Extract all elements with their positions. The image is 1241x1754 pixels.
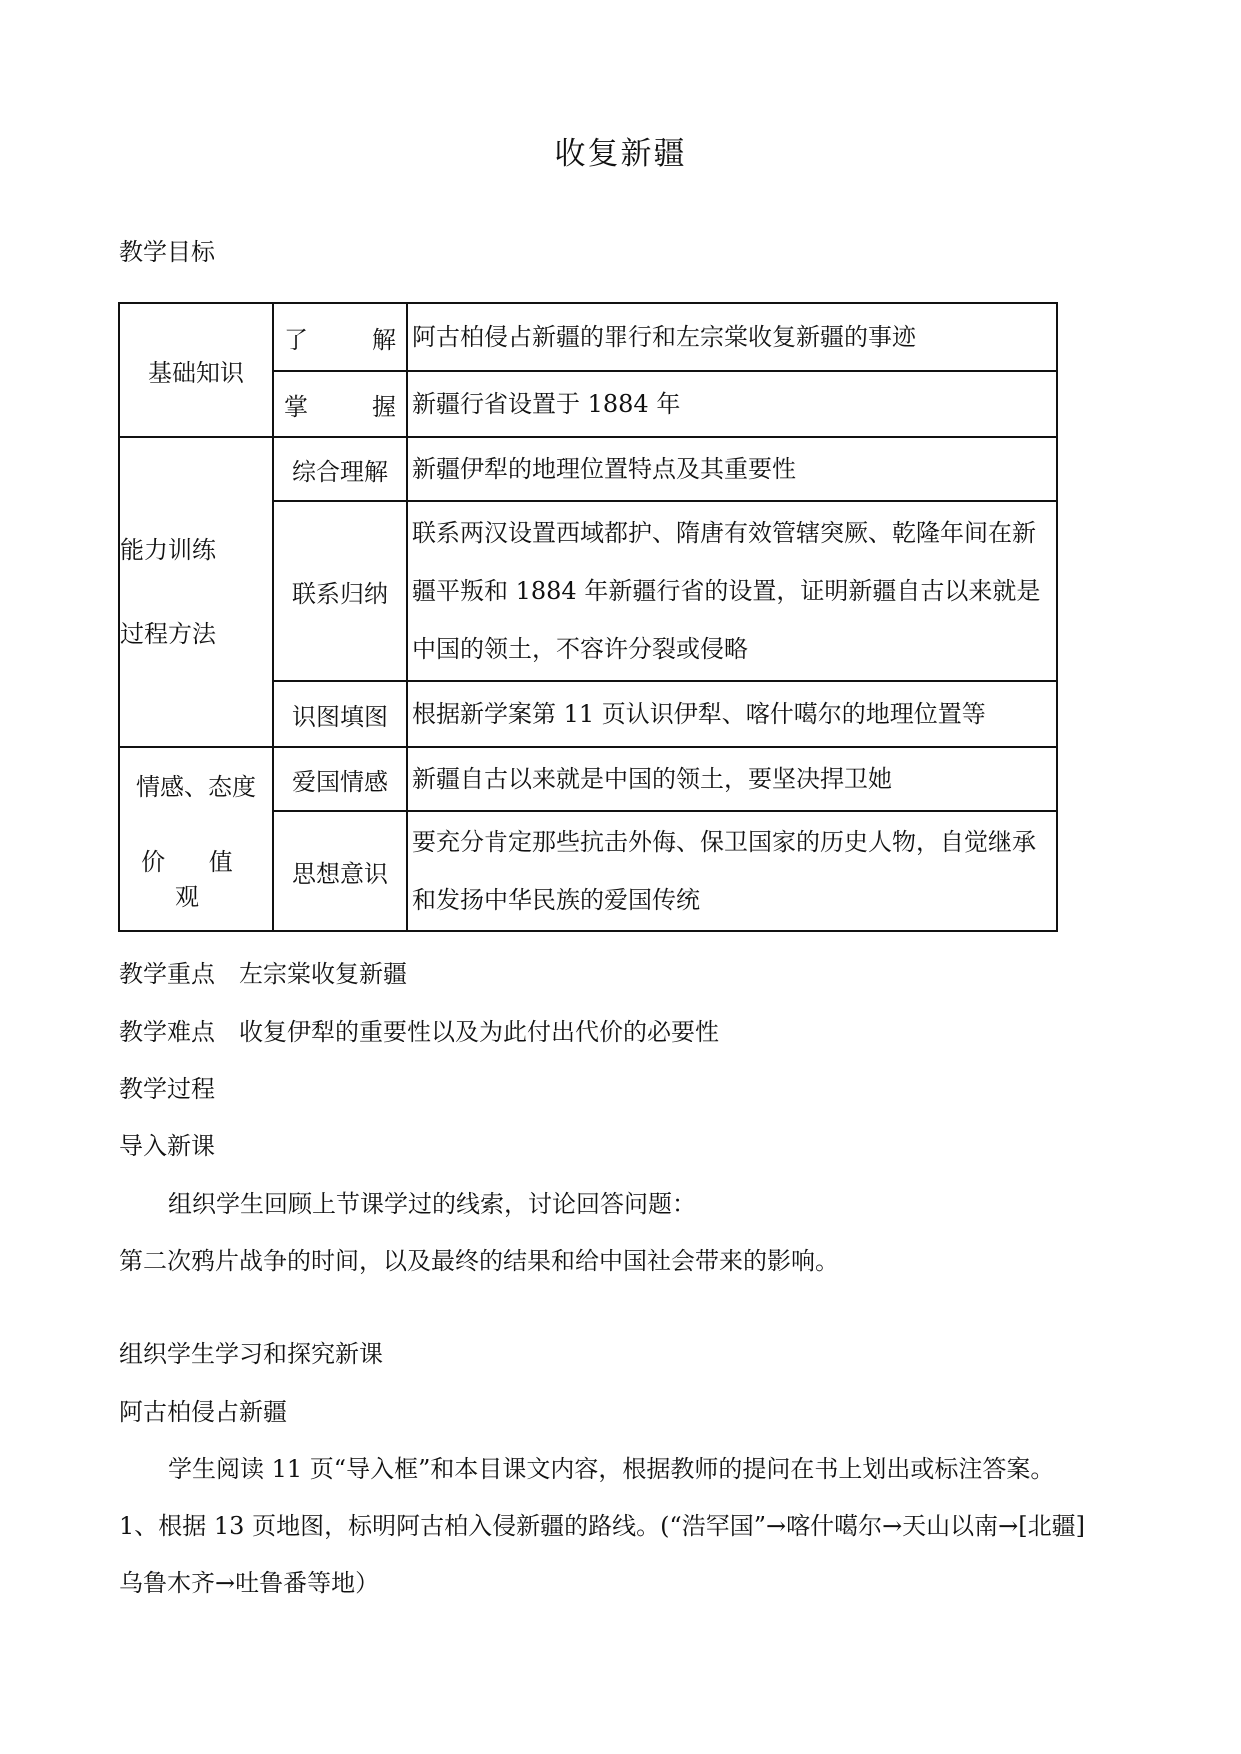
objectives-table xyxy=(118,302,1058,932)
difficult-point: 教学难点 收复伊犁的重要性以及为此付出代价的必要性 xyxy=(119,1018,719,1046)
category-emotion-values: 情感、态度 价 值 观 xyxy=(119,747,273,931)
intro-paragraph-2: 第二次鸦片战争的时间，以及最终的结果和给中国社会带来的影响。 xyxy=(119,1247,839,1275)
row-content: 新疆伊犁的地理位置特点及其重要性 xyxy=(407,437,1057,501)
row-label: 联系归纳 xyxy=(273,501,407,681)
row-content: 联系两汉设置西域都护、隋唐有效管辖突厥、乾隆年间在新 疆平叛和 1884 年新疆行省的设置，证明新疆自古以来就是 中国的领土，不容许分裂或侵略 xyxy=(407,501,1057,681)
row-label: 掌 握 xyxy=(273,371,407,437)
table-row xyxy=(119,437,1057,501)
category-ability-method: 能力训练 过程方法 xyxy=(119,437,273,747)
intro-heading: 导入新课 xyxy=(119,1132,215,1160)
intro-paragraph-1: 组织学生回顾上节课学过的线索，讨论回答问题： xyxy=(168,1190,696,1218)
objectives-heading: 教学目标 xyxy=(119,238,215,266)
key-point: 教学重点 左宗棠收复新疆 xyxy=(119,960,407,988)
row-content: 新疆自古以来就是中国的领土，要坚决捍卫她 xyxy=(407,747,1057,811)
category-basic-knowledge: 基础知识 xyxy=(119,303,273,437)
row-content: 新疆行省设置于 1884 年 xyxy=(407,371,1057,437)
section-heading: 阿古柏侵占新疆 xyxy=(119,1398,287,1426)
row-content: 要充分肯定那些抗击外侮、保卫国家的历史人物，自觉继承 和发扬中华民族的爱国传统 xyxy=(407,811,1057,931)
row-label: 爱国情感 xyxy=(273,747,407,811)
table-row xyxy=(119,303,1057,371)
row-label: 识图填图 xyxy=(273,681,407,747)
section-paragraph-2-line1: 1、根据 13 页地图，标明阿古柏入侵新疆的路线。(“浩罕国”→喀什噶尔→天山以南→[北疆] xyxy=(119,1512,1086,1540)
row-content: 阿古柏侵占新疆的罪行和左宗棠收复新疆的事迹 xyxy=(407,303,1057,371)
row-label: 了 解 xyxy=(273,303,407,371)
row-content: 根据新学案第 11 页认识伊犁、喀什噶尔的地理位置等 xyxy=(407,681,1057,747)
row-label: 思想意识 xyxy=(273,811,407,931)
process-heading: 教学过程 xyxy=(119,1075,215,1103)
section-paragraph-1: 学生阅读 11 页“导入框”和本目课文内容，根据教师的提问在书上划出或标注答案。 xyxy=(168,1455,1055,1483)
table-row xyxy=(119,747,1057,811)
page-title: 收复新疆 xyxy=(554,136,687,172)
study-heading: 组织学生学习和探究新课 xyxy=(119,1340,383,1368)
row-label: 综合理解 xyxy=(273,437,407,501)
section-paragraph-2-line2: 乌鲁木齐→吐鲁番等地） xyxy=(119,1569,380,1597)
